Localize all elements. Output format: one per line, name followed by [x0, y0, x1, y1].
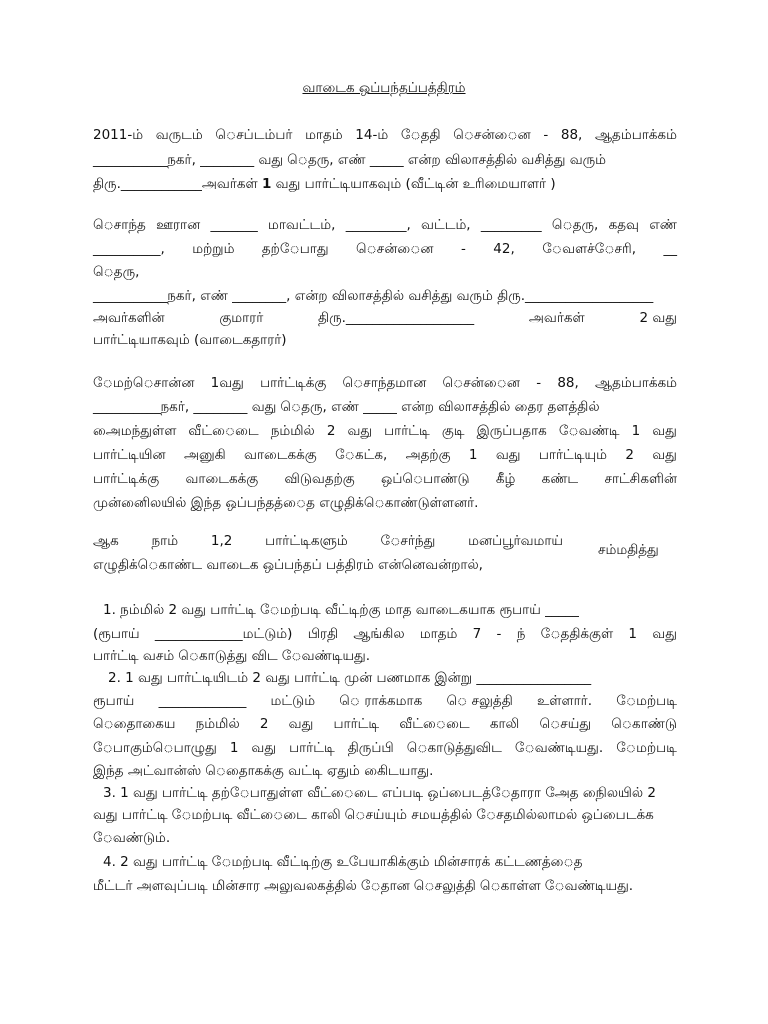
word: அனுகி [183, 447, 226, 463]
word: ெசன்ைன [442, 375, 521, 391]
word: வட்டம், [421, 217, 471, 233]
word: ெகாண்டு [611, 716, 677, 732]
word: 88, [560, 127, 583, 143]
word: வது [251, 740, 277, 756]
para2-line5 [93, 308, 677, 328]
para2-line2 [93, 239, 677, 259]
para4-line1 [93, 531, 563, 551]
word: வது [495, 447, 521, 463]
word: பிரதி [307, 626, 339, 642]
word: ெ ராக்கமாக [339, 693, 423, 709]
word: 2 [625, 447, 634, 463]
word: 1 [468, 447, 478, 463]
item2-line4 [93, 738, 677, 758]
word: 1 [628, 626, 638, 642]
word: 1 [631, 423, 641, 439]
word: விடுவதற்கு [284, 471, 355, 487]
word: அைமந்துள்ள [93, 423, 177, 439]
word: மாதம் [419, 626, 458, 642]
word: ேததிக்குள் [540, 626, 614, 642]
word: ேததி [400, 127, 441, 143]
word: வது [652, 447, 677, 463]
item4-line1: 4. 2 வது பார்ட்டி ேமற்படி வீட்டிற்கு உபேயாகிக்கும் மின்சாரக் கட்டணத்ைத [103, 854, 583, 870]
word: 88, [557, 375, 579, 391]
word: மற்றும் [192, 241, 235, 257]
word: ெசய்து [539, 716, 592, 732]
word: இருப்பதாக [476, 423, 547, 439]
word: ெகாடுத்துவிட [406, 740, 502, 756]
para1-line3: திரு.____________அவர்கள் 1 வது பார்ட்டியாகவும் (வீட்டின் உரிமையாளர் ) [93, 176, 556, 192]
word: வது [652, 626, 677, 642]
item1-line3: பார்ட்டி வசம் ெகாடுத்து விட ேவண்டியது. [93, 648, 371, 664]
word: ேமற்ெசான்ன [93, 375, 195, 391]
word: பார்ட்டியின [93, 447, 166, 463]
word: 1,2 [210, 533, 233, 549]
word: ஒப்ெபாண்டு [381, 471, 470, 487]
word: மாவட்டம், [267, 217, 336, 233]
word: நம்மில் [270, 423, 315, 439]
word: - [543, 127, 549, 143]
word: _______ [210, 217, 258, 233]
word: பார்ட்டி [333, 716, 380, 732]
word: வாடைகக்கு [185, 471, 259, 487]
word: ேவளச்ேசரி, [542, 241, 637, 257]
para3-line6: முன்னிைலயில் இந்த ஒப்பந்தத்ைத எழுதிக்ெகாண்டுள்ளனர். [93, 495, 479, 511]
word: 2 [259, 716, 269, 732]
item2-line2 [93, 691, 677, 711]
word: __________, [93, 241, 165, 257]
word: அதற்கு [405, 447, 451, 463]
item1-line2 [93, 624, 677, 644]
para1-line2: ___________நகர், ________ வது ெதரு, எண் _____ என்ற விலாசத்தில் வசித்து வரும் [93, 152, 607, 168]
word: (ரூபாய் [93, 626, 140, 642]
word: மனப்பூர்வமாய் [468, 533, 563, 549]
word: 14-ம் [355, 127, 389, 143]
word: எண் [649, 217, 677, 233]
word: காலி [489, 716, 520, 732]
word: ேபாகும்ெபாழுது [93, 740, 217, 756]
word: ேமற்படி [616, 740, 677, 756]
word: ஆதம்பாக்கம் [595, 375, 677, 391]
word: வீட்ைடை [188, 423, 259, 439]
para3-line3 [93, 421, 677, 441]
item3-line2: வது பார்ட்டி ேமற்படி வீட்ைடை காலி ெசய்யும் சமயத்தில் ேசதமில்லாமல் ஒப்பைடக்க [93, 807, 654, 823]
word: மாதம் [305, 127, 343, 143]
word: ரூபாய் [93, 693, 135, 709]
word: ேவண்டி [558, 423, 620, 439]
word: வீட்ைடை [399, 716, 470, 732]
word: 2 வது [639, 310, 677, 326]
word: 1 [229, 740, 239, 756]
document-title: வாடைக ஒப்பந்தப்பத்திரம் [302, 80, 466, 96]
word: வது [347, 423, 373, 439]
item3-line1: 3. 1 வது பார்ட்டி தற்ேபாதுள்ள வீட்ைடை எப்படி ஒப்பைடத்ேதாரா அேத நிைலயில் 2 [103, 785, 656, 801]
para2-line6: பார்ட்டியாகவும் (வாடைகதாரர்) [93, 332, 287, 348]
word: திருப்பி [347, 740, 394, 756]
word: பார்ட்டிக்கு [93, 471, 160, 487]
word: பார்ட்டி [289, 740, 335, 756]
word: கதவு [608, 217, 639, 233]
word: ஊரான [156, 217, 201, 233]
para2-line1 [93, 215, 677, 235]
word: ேமற்படி [616, 693, 677, 709]
para3-line1 [93, 373, 677, 393]
word: பார்ட்டி [384, 423, 430, 439]
word: பார்ட்டிகளும் [265, 533, 348, 549]
word: _____________ [158, 693, 247, 709]
word: பார்ட்டிக்கு [260, 375, 327, 391]
para2-line4: ___________நகர், எண் ________, என்ற விலாசத்தில் வசித்து வரும் திரு.___________________ [93, 288, 654, 304]
word: மட்டும் [270, 693, 316, 709]
item2-line1: 2. 1 வது பார்ட்டியிடம் 2 வது பார்ட்டி முன் பணமாக இன்று _________________ [108, 670, 592, 686]
word: நம்மில் [195, 716, 240, 732]
word: _____________மட்டும்) [154, 626, 293, 642]
word: வருடம் [155, 127, 203, 143]
para3-line2: __________நகர், ________ வது ெதரு, எண் _____ என்ற விலாசத்தில் தைர தளத்தில் [93, 399, 600, 415]
word: ெசப்டம்பர் [215, 127, 293, 143]
word: குடி [441, 423, 465, 439]
word: கண்ட [541, 471, 579, 487]
word: ெசாந்தமான [342, 375, 427, 391]
word: திரு.___________________ [318, 310, 475, 326]
word: ெசன்ைன [453, 127, 531, 143]
word: 7 [472, 626, 482, 642]
word: __ [663, 241, 677, 257]
para4-line2: எழுதிக்ெகாண்ட வாடைக ஒப்பந்தப் பத்திரம் என்னெவன்றால், [93, 557, 483, 573]
word: வது [288, 716, 314, 732]
para2-line3: ெதரு, [93, 264, 140, 280]
word: _________ [480, 217, 542, 233]
para3-line5 [93, 469, 677, 489]
word: அவர்களின் [93, 310, 165, 326]
word: நாம் [151, 533, 179, 549]
word: ெ சலுத்தி [446, 693, 513, 709]
word: வாடைகக்கு [244, 447, 317, 463]
word: குமாரர் [219, 310, 264, 326]
para4-right-word: சம்மதித்து [598, 542, 659, 558]
word: ேசர்ந்து [380, 533, 436, 549]
word: தற்ேபாது [261, 241, 329, 257]
word: - [496, 626, 502, 642]
word: 1வது [210, 375, 244, 391]
word: ெசாந்த [93, 217, 146, 233]
word: ெதரு, [551, 217, 599, 233]
word: பார்ட்டியும் [538, 447, 607, 463]
word: ஆங்கில [353, 626, 405, 642]
para1-line1 [93, 125, 677, 145]
item1-line1: 1. நம்மில் 2 வது பார்ட்டி ேமற்படி வீட்டிற்கு மாத வாடைகயாக ரூபாய் _____ [103, 602, 579, 618]
word: ந் [516, 626, 526, 642]
word: ேகட்க, [335, 447, 388, 463]
para3-line4 [93, 445, 677, 465]
word: கீழ் [495, 471, 516, 487]
word: ஆக [93, 533, 119, 549]
word: 2011-ம் [93, 127, 144, 143]
word: சாட்சிகளின் [604, 471, 677, 487]
word: - [460, 241, 466, 257]
item2-line3 [93, 714, 677, 734]
item2-line5: இந்த அட்வான்ஸ் ெதாைகக்கு வட்டி ஏதும் கிைடயாது. [93, 763, 434, 779]
word: 2 [326, 423, 336, 439]
word: உள்ளார். [537, 693, 593, 709]
item3-line3: ேவண்டும். [93, 830, 171, 846]
word: ேவண்டியது. [514, 740, 604, 756]
word: அவர்கள் [528, 310, 585, 326]
word: 42, [493, 241, 515, 257]
item4-line2: மீட்டர் அளவுப்படி மின்சார அலுவலகத்தில் ேதான ெசலுத்தி ெகாள்ள ேவண்டியது. [93, 878, 634, 894]
word: _________, [345, 217, 411, 233]
word: ஆதம்பாக்கம் [594, 127, 677, 143]
word: ெசன்ைன [355, 241, 434, 257]
word: வது [652, 423, 677, 439]
word: - [536, 375, 542, 391]
word: ெதாைகைய [93, 716, 176, 732]
